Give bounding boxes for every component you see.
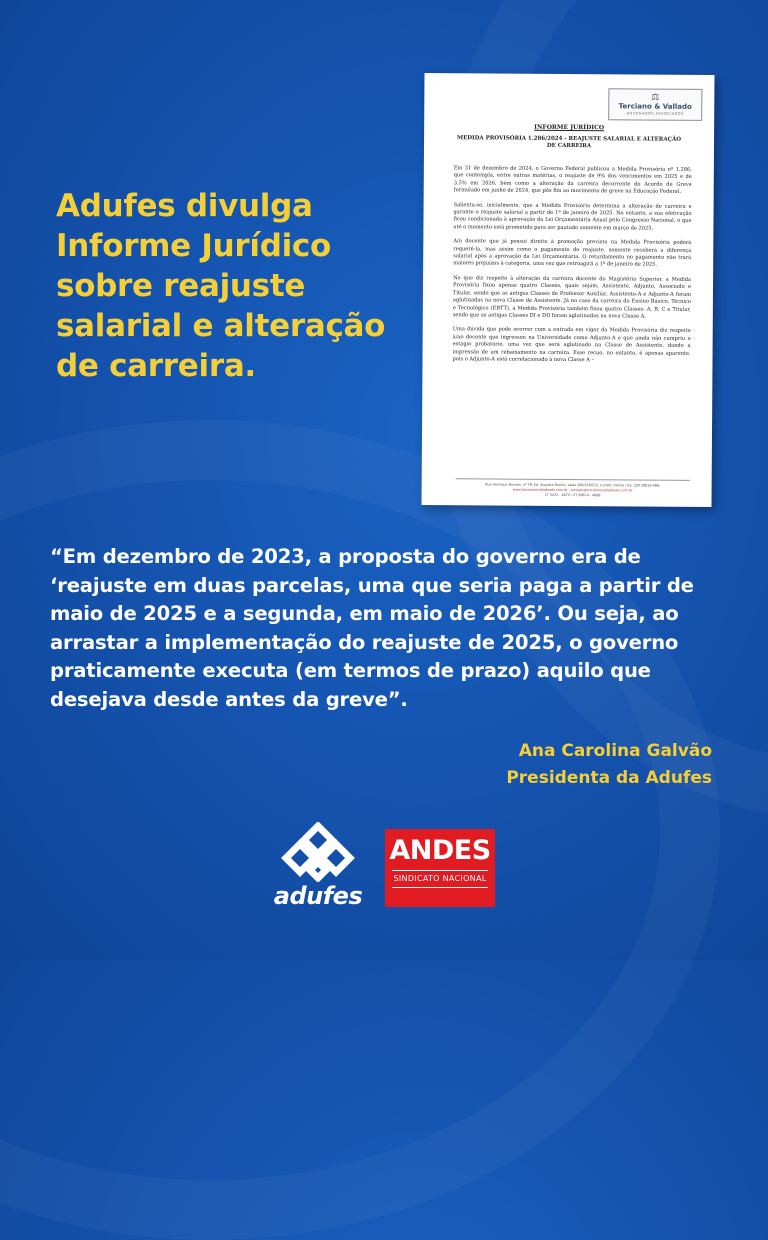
law-firm-mark-icon: ⚖ [651, 92, 660, 103]
document-footer [456, 478, 690, 499]
andes-divider [392, 887, 488, 888]
andes-logo [385, 829, 495, 907]
quote-author-name: Ana Carolina Galvão [518, 741, 712, 761]
document-subtitle: MEDIDA PROVISÓRIA 1.286/2024 - REAJUSTE SALARIAL E ALTERAÇÃO DE CARREIRA [456, 135, 682, 150]
adufes-wordmark: adufes [273, 882, 363, 910]
andes-wordmark: ANDES [389, 835, 491, 866]
adufes-logo [272, 822, 364, 918]
andes-subtitle: SINDICATO NACIONAL [393, 874, 487, 883]
document-title: INFORME JURÍDICO [534, 123, 605, 132]
document-paragraph: A/o docente que já possui direito à promoção prevista na Medida Provisória poderá requerê-la, mas assim como o pagamento do reajuste, somente receberá a diferença salarial após a aprovação da Lei Orçamentária. O retardamento no pagamento não trará maiores prejuízos à categoria, uma vez que retroagirá a 1º de janeiro de 2025. [453, 238, 692, 269]
document-paragraph: Uma dúvida que pode ocorrer com a entrada em vigor da Medida Provisória diz respeito à/ao docente que ingressou na Universidade como Adjunto-A e que ainda não cumpriu o estágio probatório, uma vez que será aglutinado na Classe de Assistente, dando a impressão de um rebaixamento na carreira. Esse recuo, no entanto, é apenas aparente, pois o Adjunto-A está correlacionado à nova Classe A – [452, 326, 691, 364]
adufes-mark-icon [272, 822, 364, 882]
footer-phone: 27 3222 - 4972 / 27 99874 - 4888 [544, 492, 601, 498]
footer-address: Rua Henrique Novaes, nº 79, Ed. Augusto Ruschi, salas 209/210/212, Centro, Vitória / ES, CEP 29010-490; [485, 482, 661, 488]
document-paragraph: Salienta-se, inicialmente, que a Medida Provisória determina a alteração de carreira e garante o reajuste salarial a partir de 1º de janeiro de 2025. No entanto, a sua efetivação ficou condicionada à aprovação da Lei Orçamentária Anual pelo Congresso Nacional, o que até o momento está prometido para ser pautado somente em março de 2025. [453, 201, 692, 232]
document-paragraph: Em 31 de dezembro de 2024, o Governo Federal publicou a Medida Provisória nº 1.286, que contempla, entre outras matérias, o reajuste de 9% dos vencimentos em 2025 e de 3,5% em 2026, bem como a alteração da carreira decorrente do Acordo de Greve formulado em junho de 2024, que pôs fim ao movimento de greve na Educação Federal. [453, 165, 692, 196]
footer-web: www.tercianoevalladoadv.com.br · contato@tercianoevalladoadv.com.br [512, 487, 633, 493]
andes-divider [392, 870, 488, 871]
headline: Adufes divulga Informe Jurídico sobre reajuste salarial e alteração de carreira. [56, 188, 386, 384]
law-firm-subtitle: ADVOGADOS ASSOCIADOS [626, 110, 684, 116]
legal-document-preview [421, 73, 714, 507]
law-firm-logo [608, 88, 702, 121]
document-paragraph: No que diz respeito à alteração da carreira docente do Magistério Superior, a Medida Provisória fixou apenas quatro Classes, quais sejam, Assistente, Adjunto, Associado e Titular, sendo que as antigas Classes de Professor Auxiliar, Assistente-A e Adjunto-A foram aglutinadas na nova Classe de Assistente. Já no caso da carreira do Ensino Básico, Técnico e Tecnológico (EBTT), a Medida Provisória também fixou quatro Classes: A, B, C e Titular, sendo que as antigas Classes DI e DII foram aglutinadas na nova Classe A. [452, 275, 692, 320]
quote-author-role: Presidenta da Adufes [506, 768, 712, 788]
law-firm-name: Terciano & Vallado [618, 101, 692, 111]
quote-text: “Em dezembro de 2023, a proposta do governo era de ‘reajuste em duas parcelas, uma que seria paga a partir de maio de 2025 e a segunda, em maio de 2026’. Ou seja, ao arrastar a implementação do reajuste de 2025, o governo praticamente executa (em termos de prazo) aquilo que desejava desde antes da greve”. [50, 545, 694, 711]
document-body [452, 165, 691, 372]
